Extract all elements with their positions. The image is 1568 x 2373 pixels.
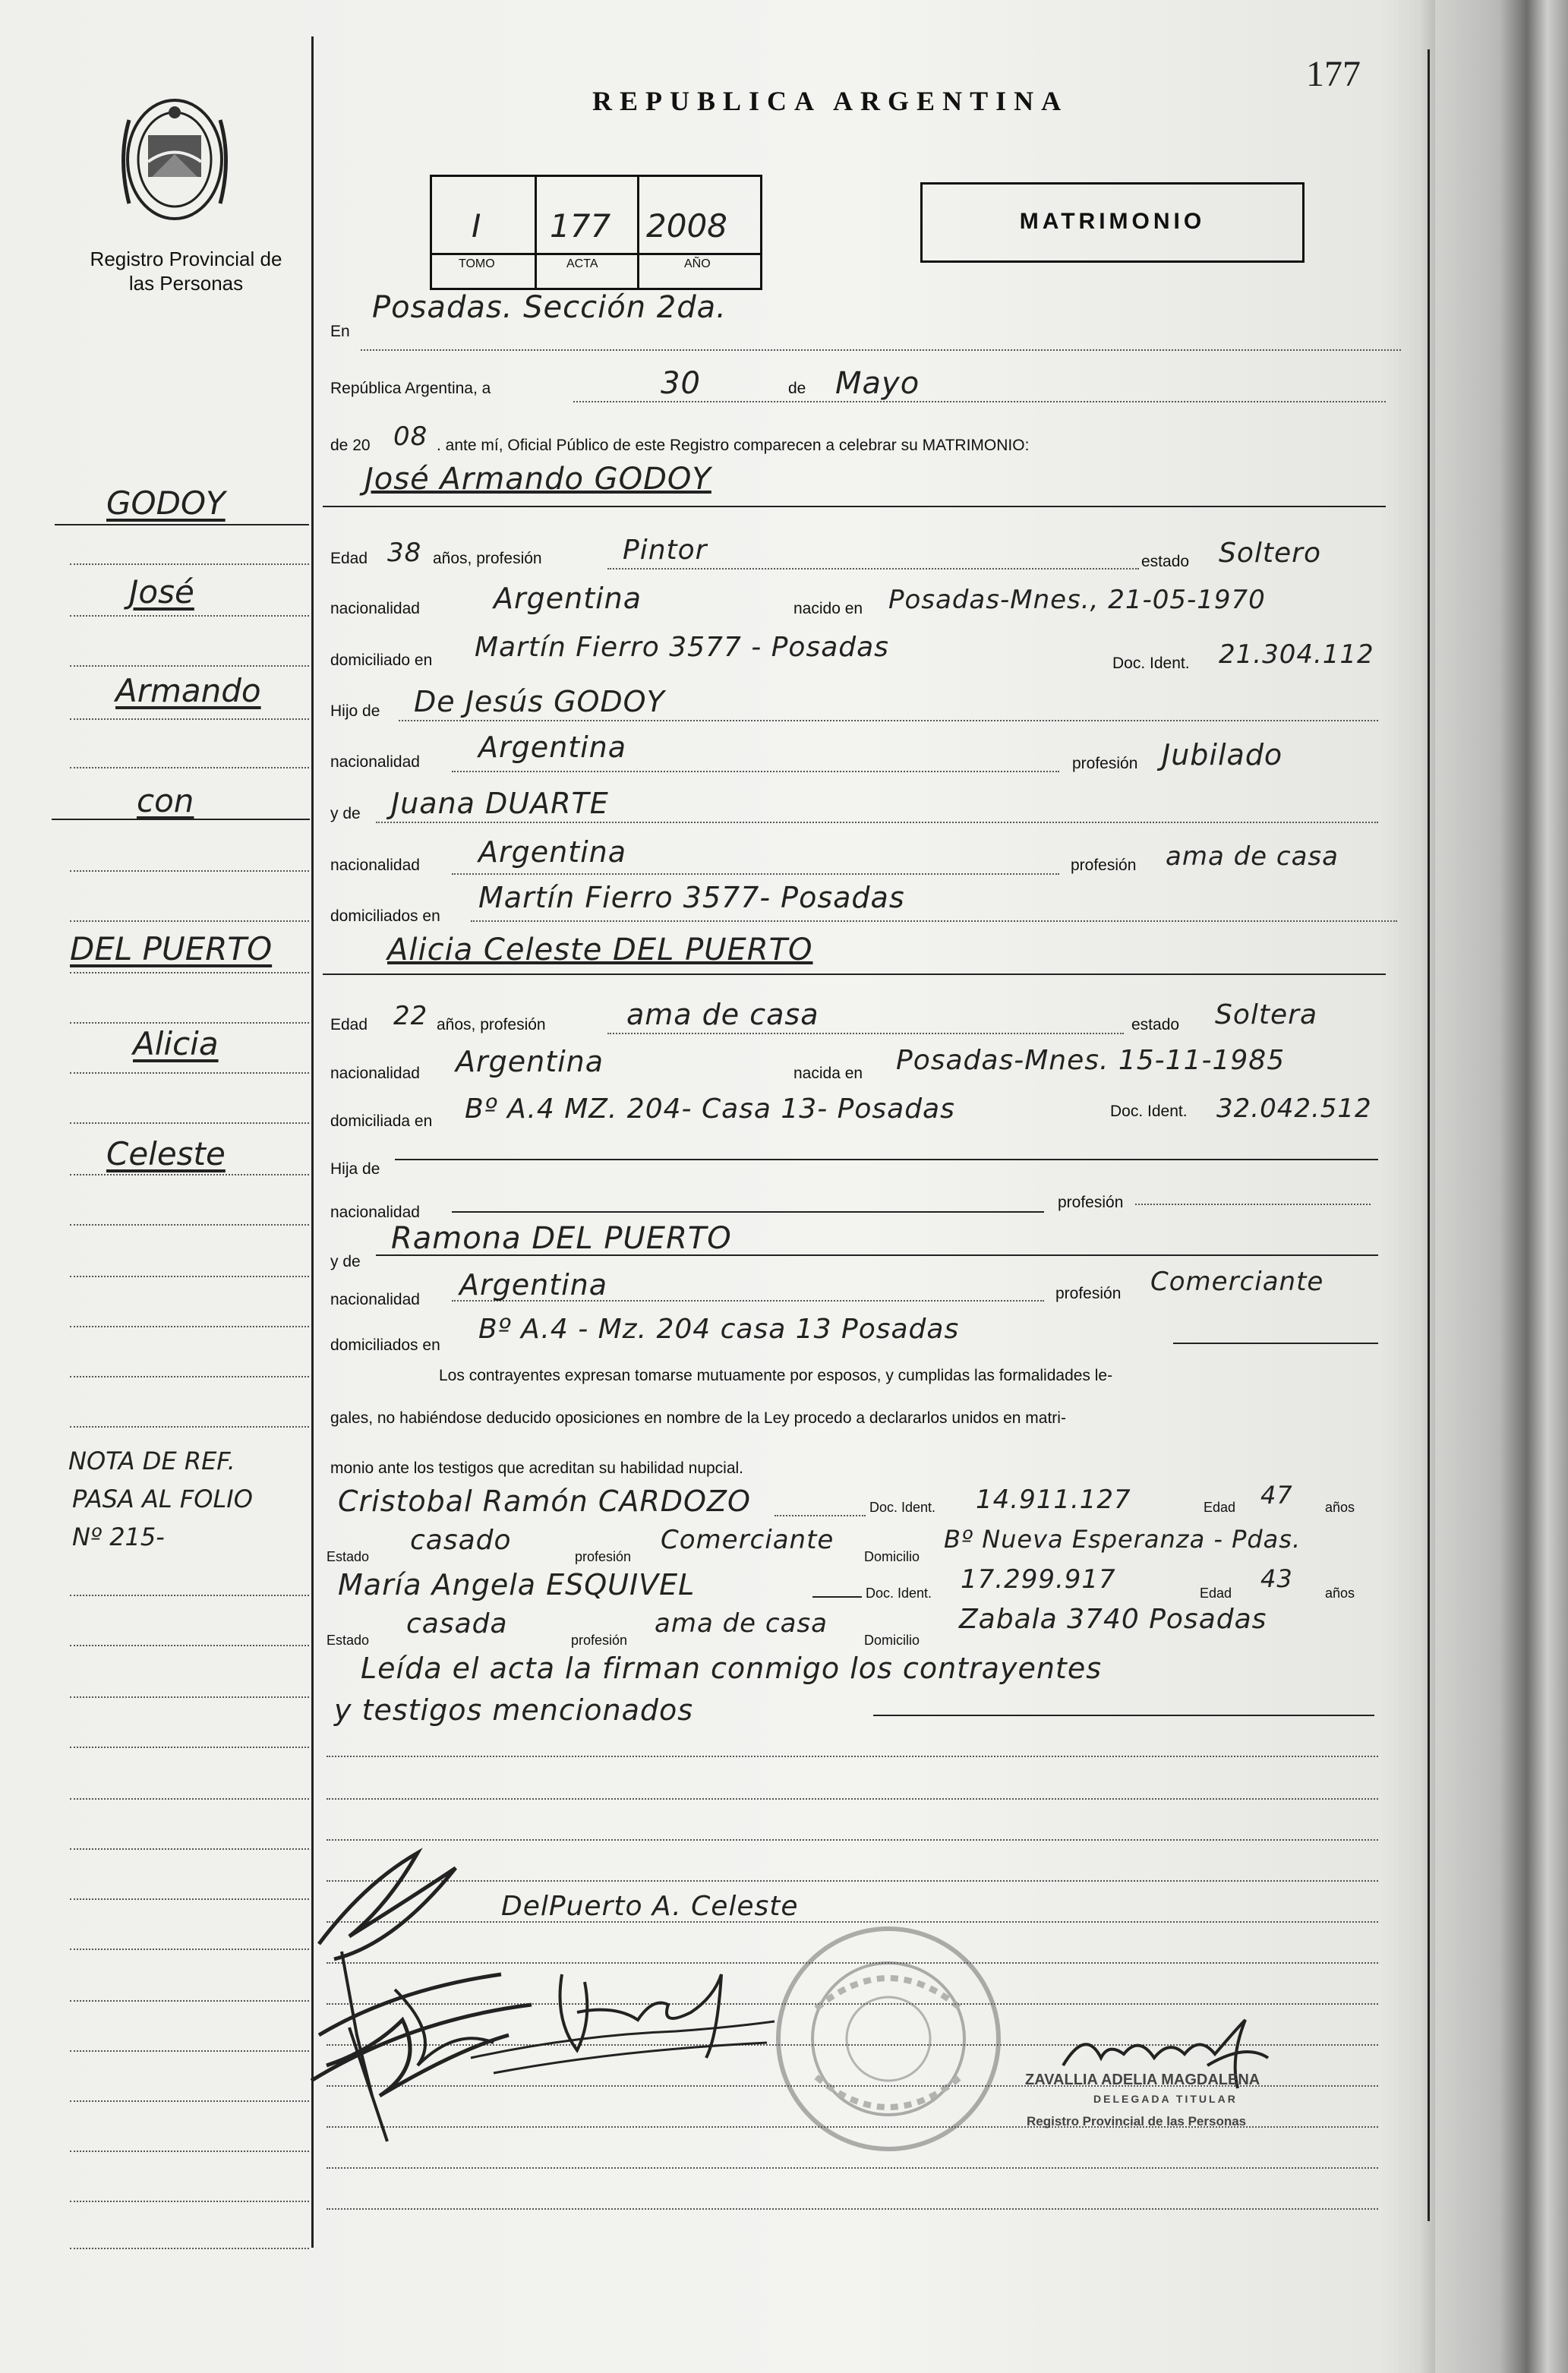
value-month: Mayo [835, 366, 920, 401]
margin-rule [70, 718, 309, 720]
form-rule [376, 822, 1378, 823]
form-rule [1135, 1204, 1371, 1205]
label-domiciliada-en: domiciliada en [330, 1112, 433, 1130]
value-place: Posadas. Sección 2da. [372, 290, 727, 325]
label-profesion-4: profesión [1055, 1285, 1122, 1302]
label-estado-2: estado [1131, 1016, 1180, 1033]
label-doc-ident-w2: Doc. Ident. [866, 1586, 932, 1601]
value-witness2-age: 43 [1260, 1564, 1293, 1593]
label-nacido-en: nacido en [793, 600, 863, 617]
value-bride-age: 22 [393, 1001, 428, 1031]
margin-rule [70, 1174, 309, 1175]
label-doc-ident: Doc. Ident. [1112, 655, 1190, 672]
value-witness1-age: 47 [1260, 1481, 1293, 1510]
value-bride-birth: Posadas-Mnes. 15-11-1985 [896, 1045, 1286, 1076]
book-edge [1500, 0, 1568, 2373]
page-number: 177 [1306, 54, 1361, 94]
value-witness2-doc: 17.299.917 [961, 1564, 1116, 1595]
label-doc-ident-2: Doc. Ident. [1110, 1103, 1188, 1120]
margin-rule [70, 2248, 309, 2249]
label-y-de-2: y de [330, 1253, 361, 1270]
label-y-de: y de [330, 805, 361, 822]
value-groom-nationality: Argentina [494, 582, 642, 615]
form-rule [452, 873, 1059, 875]
tomo-label: TOMO [459, 257, 495, 270]
form-rule [812, 1596, 862, 1598]
form-rule [873, 1715, 1374, 1716]
value-witness1-prof: Comerciante [661, 1525, 834, 1555]
value-groom-father: De Jesús GODOY [414, 685, 665, 718]
final-note-line1: Leída el acta la firman conmigo los contrayentes [361, 1652, 1102, 1685]
label-edad-w2: Edad [1200, 1586, 1232, 1601]
label-ante-mi: . ante mí, Oficial Público de este Registro comparecen a celebrar su MATRIMONIO: [437, 437, 1030, 454]
margin-note-line2: PASA AL FOLIO [72, 1485, 253, 1513]
label-de: de [788, 380, 806, 397]
margin-bride-surname: DEL PUERTO [70, 930, 273, 967]
margin-rule [70, 1326, 309, 1327]
label-en: En [330, 323, 350, 340]
label-domicilio-w1: Domicilio [864, 1549, 920, 1564]
final-note-line2: y testigos mencionados [334, 1693, 694, 1727]
margin-rule [70, 2201, 309, 2202]
label-nacionalidad-2: nacionalidad [330, 753, 420, 771]
form-rule [452, 1211, 1044, 1213]
margin-rule [70, 2100, 309, 2102]
margin-rule [70, 2050, 309, 2052]
label-edad: Edad [330, 550, 368, 567]
page-title: REPUBLICA ARGENTINA [592, 86, 1069, 116]
label-nacida-en: nacida en [793, 1065, 863, 1082]
margin-rule [70, 563, 309, 565]
value-groom-father-prof: Jubilado [1162, 738, 1283, 772]
official-registry: Registro Provincial de las Personas [1027, 2114, 1247, 2128]
label-estado: estado [1141, 553, 1190, 570]
label-estado-w2: Estado [327, 1633, 370, 1648]
value-witness1-status: casado [410, 1525, 512, 1556]
margin-groom-name1: José [129, 573, 194, 611]
tomo-value: I [472, 207, 481, 245]
value-day: 30 [661, 366, 701, 401]
label-domiciliados-en-2: domiciliados en [330, 1336, 440, 1354]
label-edad-2: Edad [330, 1016, 368, 1033]
value-witness2-status: casada [406, 1608, 508, 1639]
form-rule [471, 920, 1397, 922]
label-anios-w1: años [1325, 1500, 1355, 1515]
official-stamp-icon [771, 1917, 1006, 2160]
label-de-20: de 20 [330, 437, 371, 454]
margin-rule [70, 615, 309, 617]
value-witness1-doc: 14.911.127 [976, 1485, 1131, 1515]
value-groom-doc: 21.304.112 [1219, 639, 1374, 670]
value-groom-age: 38 [387, 538, 422, 568]
value-bride-parents-addr: Bº A.4 - Mz. 204 casa 13 Posadas [478, 1314, 960, 1345]
witness-signature-scribble [463, 1952, 782, 2088]
form-rule [327, 2208, 1378, 2210]
form-rule [775, 1515, 866, 1516]
margin-rule [70, 1949, 309, 1950]
form-rule [607, 1033, 1124, 1034]
value-bride-profession: ama de casa [626, 998, 819, 1031]
official-name: ZAVALLIA ADELIA MAGDALENA [1025, 2072, 1260, 2088]
label-nacionalidad-4: nacionalidad [330, 1065, 420, 1082]
value-witness2-addr: Zabala 3740 Posadas [959, 1604, 1267, 1635]
margin-rule [70, 1022, 309, 1024]
margin-rule [70, 1072, 309, 1074]
margin-rule [70, 1426, 309, 1428]
margin-bride-name2: Celeste [106, 1135, 226, 1172]
form-rule [1173, 1343, 1378, 1344]
value-year-suffix: 08 [393, 421, 428, 452]
margin-rule [70, 767, 309, 768]
label-edad-w1: Edad [1204, 1500, 1236, 1515]
form-rule [327, 1798, 1378, 1800]
anio-value: 2008 [646, 207, 727, 245]
value-witness1-name: Cristobal Ramón CARDOZO [338, 1485, 751, 1518]
record-type-box [920, 182, 1305, 263]
value-groom-mother-nat: Argentina [478, 835, 627, 869]
margin-rule [70, 1376, 309, 1377]
value-bride-doc: 32.042.512 [1216, 1093, 1372, 1124]
label-profesion: profesión [1072, 755, 1138, 772]
label-domicilio-w2: Domicilio [864, 1633, 920, 1648]
margin-rule [70, 1122, 309, 1124]
value-bride-full: Alicia Celeste DEL PUERTO [387, 932, 813, 967]
label-hija-de: Hija de [330, 1160, 380, 1178]
value-witness2-prof: ama de casa [655, 1608, 828, 1639]
ref-separator [432, 253, 760, 255]
label-nacionalidad-6: nacionalidad [330, 1291, 420, 1308]
value-groom-mother: Juana DUARTE [391, 787, 609, 820]
label-anios-profesion: años, profesión [433, 550, 542, 567]
margin-rule [70, 1747, 309, 1748]
value-groom-status: Soltero [1219, 538, 1321, 569]
value-bride-mother-nat: Argentina [459, 1268, 608, 1302]
acta-label: ACTA [566, 257, 598, 270]
closing-line-1: Los contrayentes expresan tomarse mutuamente por esposos, y cumplidas las formalidades le- [439, 1367, 1113, 1384]
value-groom-profession: Pintor [623, 535, 708, 566]
margin-rule [70, 972, 309, 973]
margin-rule [55, 524, 309, 525]
official-role: DELEGADA TITULAR [1093, 2093, 1238, 2105]
label-anios-w2: años [1325, 1586, 1355, 1601]
value-bride-mother-prof: Comerciante [1150, 1267, 1324, 1297]
margin-rule [70, 1276, 309, 1277]
anio-label: AÑO [684, 257, 711, 270]
margin-bride-name1: Alicia [133, 1025, 219, 1062]
form-rule [327, 1756, 1378, 1757]
margin-rule [70, 1798, 309, 1800]
label-nacionalidad-5: nacionalidad [330, 1204, 420, 1221]
value-bride-nationality: Argentina [456, 1045, 604, 1078]
record-type: MATRIMONIO [1019, 209, 1206, 234]
margin-rule [70, 2000, 309, 2002]
value-groom-full: José Armando GODOY [364, 462, 711, 497]
margin-rule [70, 1696, 309, 1698]
value-bride-mother: Ramona DEL PUERTO [391, 1221, 732, 1256]
label-doc-ident-w1: Doc. Ident. [869, 1500, 936, 1515]
label-domiciliados-en: domiciliados en [330, 907, 440, 925]
label-profesion-2: profesión [1071, 857, 1137, 874]
label-profesion-w1: profesión [575, 1549, 632, 1564]
right-border [1428, 49, 1430, 2221]
label-profesion-3: profesión [1058, 1194, 1124, 1211]
tomo-cell [432, 177, 537, 288]
form-rule [399, 720, 1378, 721]
value-groom-birth: Posadas-Mnes., 21-05-1970 [888, 585, 1266, 615]
value-bride-status: Soltera [1215, 999, 1318, 1030]
label-estado-w1: Estado [327, 1549, 370, 1564]
margin-groom-surname: GODOY [106, 484, 226, 522]
province-seal-icon [114, 90, 235, 230]
margin-rule [70, 665, 309, 667]
value-groom-mother-prof: ama de casa [1166, 841, 1339, 872]
margin-rule [70, 1595, 309, 1596]
form-rule [361, 349, 1401, 351]
label-hijo-de: Hijo de [330, 702, 380, 720]
margin-note-line1: NOTA DE REF. [68, 1447, 235, 1475]
label-nacionalidad-3: nacionalidad [330, 857, 420, 874]
label-domiciliado-en: domiciliado en [330, 652, 433, 669]
label-profesion-w2: profesión [571, 1633, 628, 1648]
form-rule [395, 1159, 1378, 1160]
form-rule [323, 506, 1386, 507]
bride-signature: DelPuerto A. Celeste [501, 1891, 799, 1922]
label-nacionalidad: nacionalidad [330, 600, 420, 617]
margin-rule [70, 920, 309, 922]
form-rule [327, 2167, 1378, 2169]
value-groom-parents-addr: Martín Fierro 3577- Posadas [478, 881, 905, 914]
closing-line-2: gales, no habiéndose deducido oposiciones en nombre de la Ley procedo a declararlos unidos en matri- [330, 1409, 1066, 1427]
value-witness1-addr: Bº Nueva Esperanza - Pdas. [944, 1525, 1301, 1554]
margin-rule [70, 2151, 309, 2152]
margin-note-line3: Nº 215- [72, 1523, 165, 1551]
margin-rule [70, 1645, 309, 1646]
margin-rule [70, 1848, 309, 1850]
margin-rule [70, 870, 309, 872]
margin-con: con [137, 782, 194, 819]
label-republica: República Argentina, a [330, 380, 491, 397]
value-groom-address: Martín Fierro 3577 - Posadas [475, 632, 889, 663]
value-bride-address: Bº A.4 MZ. 204- Casa 13- Posadas [465, 1093, 955, 1125]
closing-line-3: monio ante los testigos que acreditan su habilidad nupcial. [330, 1459, 744, 1477]
form-rule [323, 973, 1386, 975]
form-rule [573, 401, 1386, 402]
acta-value: 177 [550, 207, 611, 245]
registry-name: Registro Provincial de las Personas [90, 248, 282, 295]
value-witness2-name: María Angela ESQUIVEL [338, 1568, 696, 1601]
margin-rule [70, 1224, 309, 1226]
margin-rule [70, 1898, 309, 1900]
label-anios-profesion-2: años, profesión [437, 1016, 546, 1033]
form-rule [452, 771, 1059, 772]
margin-groom-name2: Armando [115, 672, 261, 709]
value-groom-father-nat: Argentina [478, 731, 627, 764]
tomo-acta-year-box [430, 175, 762, 290]
form-rule [607, 568, 1139, 570]
